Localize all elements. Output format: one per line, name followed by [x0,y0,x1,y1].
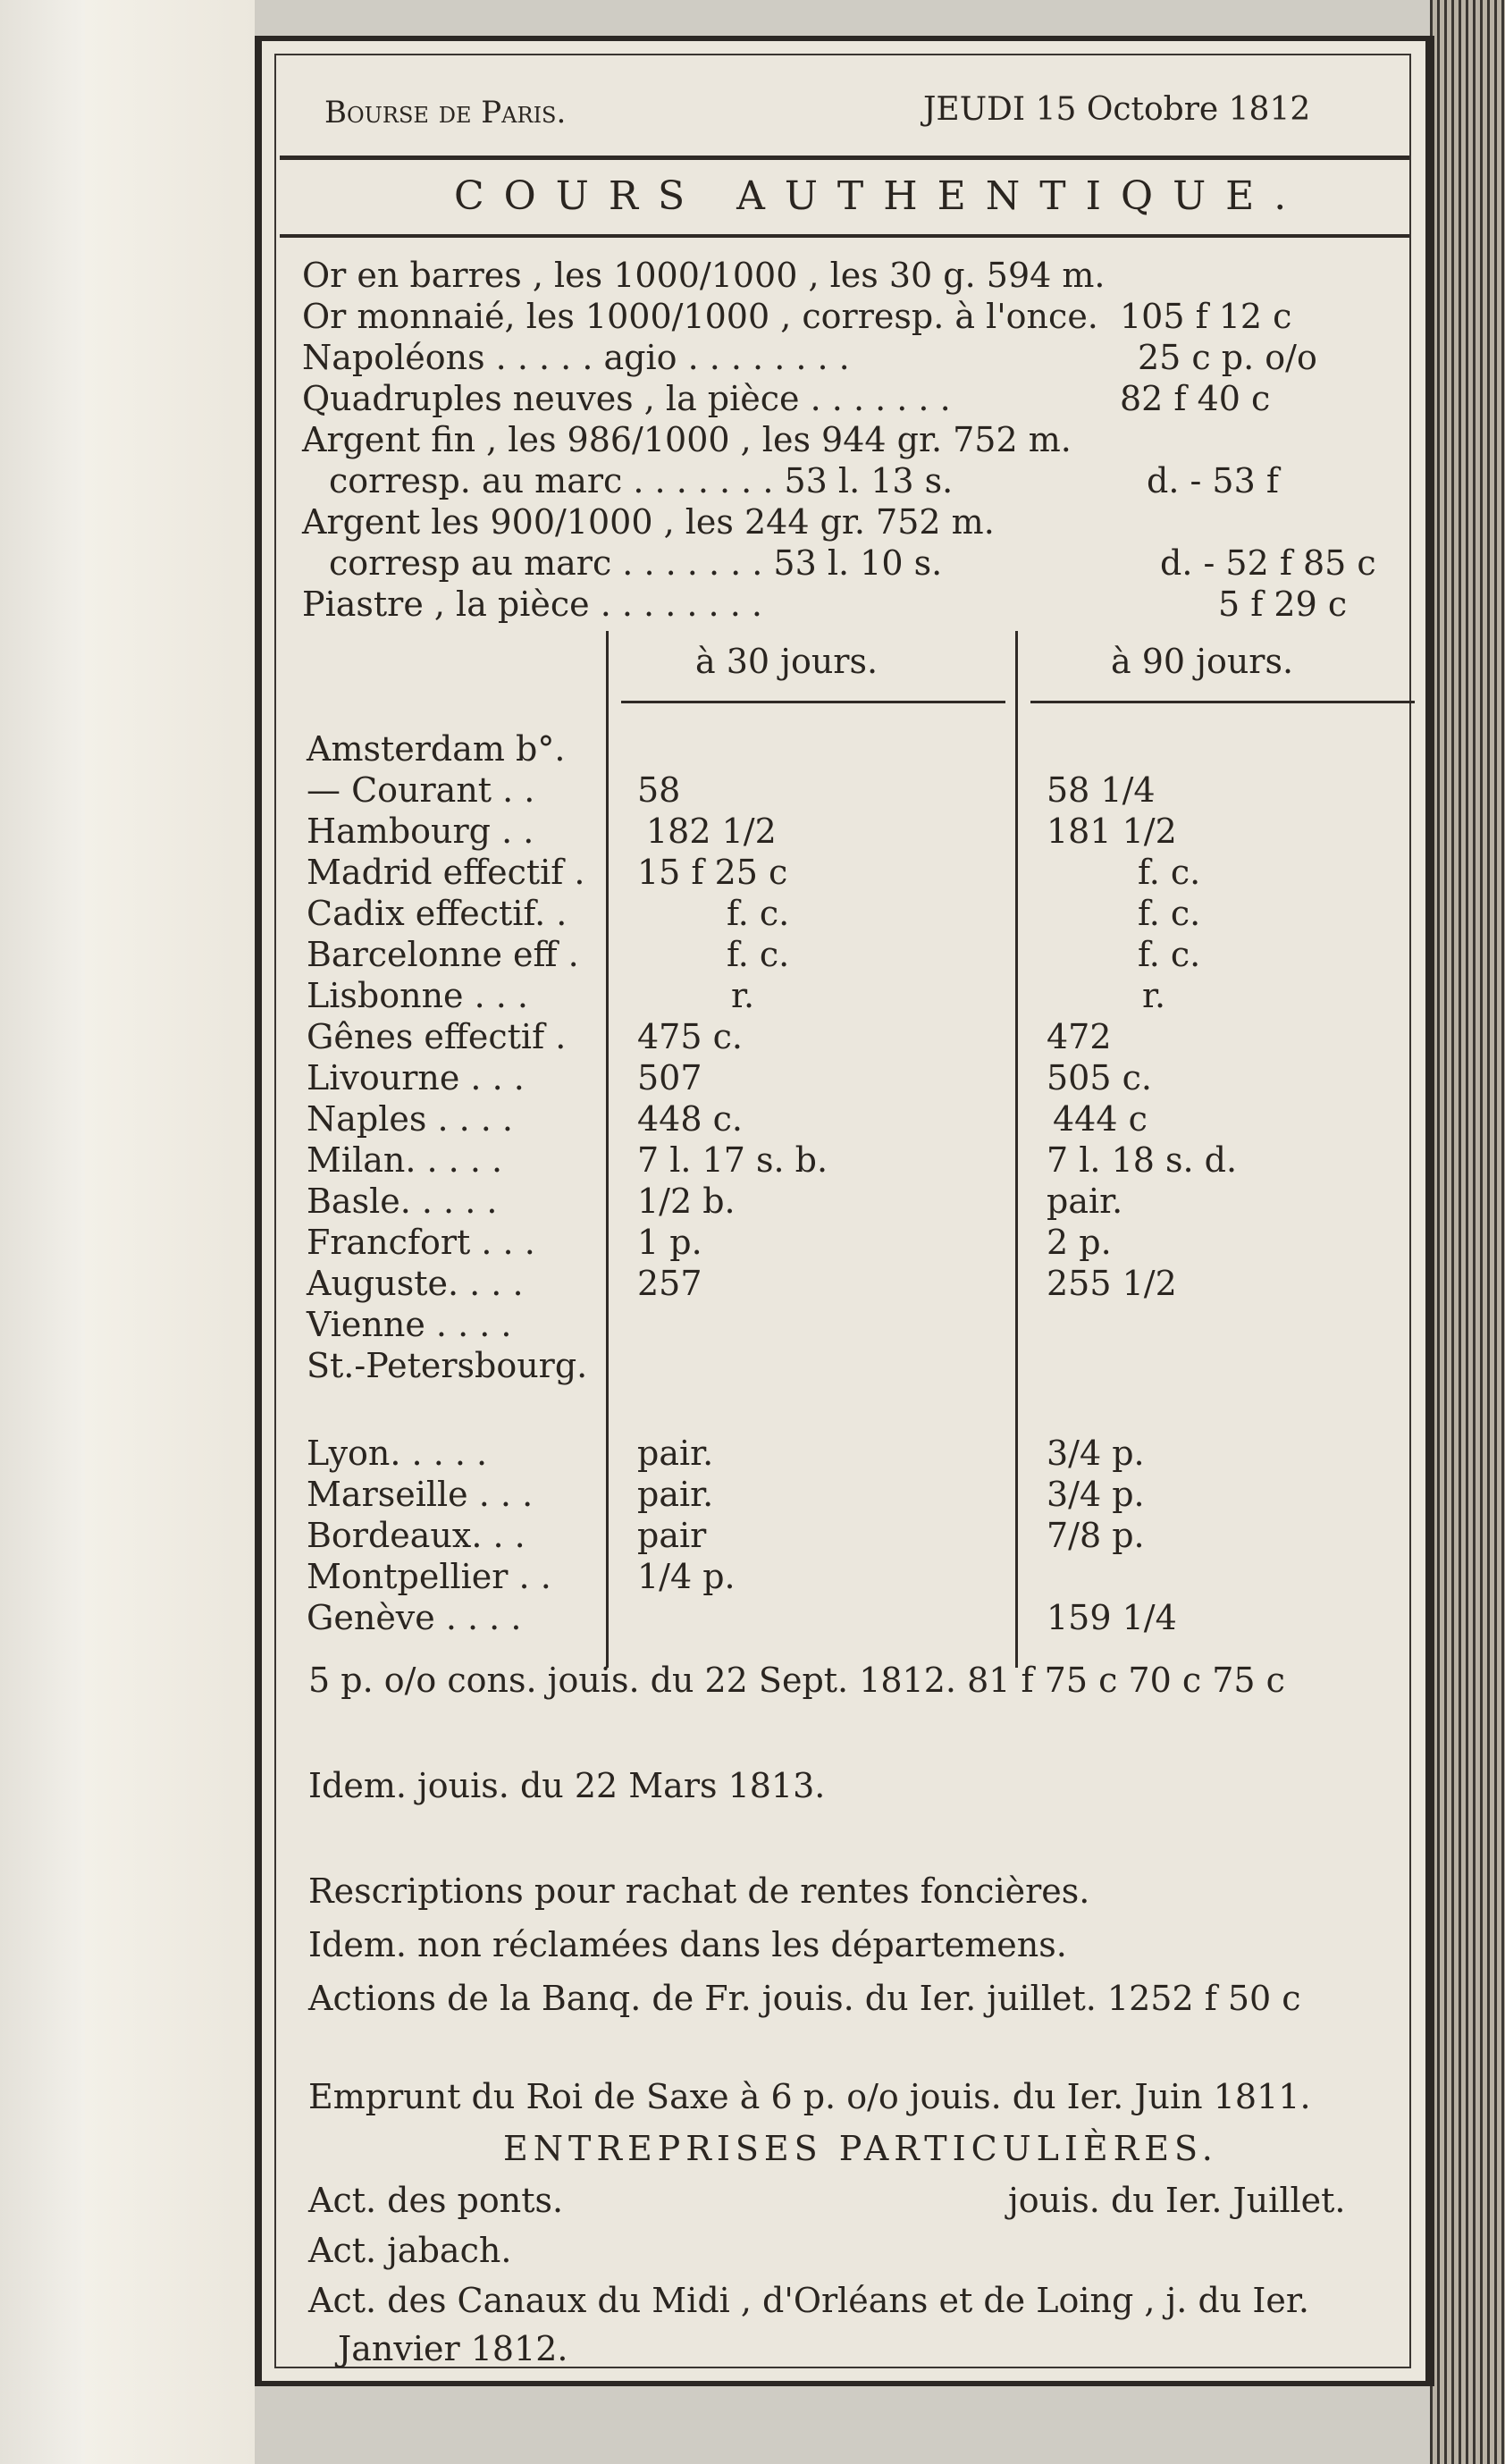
title-rule [280,234,1409,238]
exchange-90: f. c. [1138,935,1201,974]
exchange-place: — Courant . . [307,770,535,810]
metal-value: d. - 52 f 85 c [1160,543,1376,583]
exchange-90: pair. [1047,1182,1123,1221]
entreprises-canaux-1: Act. des Canaux du Midi , d'Orléans et de Loing , j. du Ier. [308,2281,1309,2320]
domestic-30: pair. [637,1434,714,1473]
exchange-place: Naples . . . . [307,1099,514,1139]
exchange-30: 448 c. [637,1099,743,1139]
entreprises-canaux-2: Janvier 1812. [338,2329,568,2368]
metal-label: Napoléons . . . . . agio . . . . . . . . [302,338,850,377]
exchange-30: 507 [637,1058,702,1097]
exchange-90: 255 1/2 [1047,1264,1177,1303]
funds-rescriptions: Rescriptions pour rachat de rentes foncières. [308,1871,1090,1911]
exchange-30: 7 l. 17 s. b. [637,1140,828,1180]
metal-label: Quadruples neuves , la pièce . . . . . . . [302,379,951,418]
col-header-30: à 30 jours. [695,642,879,681]
metal-value: d. - 53 f [1147,461,1279,500]
header-rule [280,156,1409,160]
table-divider-right [1015,631,1018,1668]
exchange-30: r. [731,976,755,1015]
funds-idem-non: Idem. non réclamées dans les départemens. [308,1925,1067,1964]
funds-idem-mars: Idem. jouis. du 22 Mars 1813. [308,1766,826,1805]
exchange-90: 58 1/4 [1047,770,1156,810]
domestic-place: Bordeaux. . . [307,1516,525,1555]
exchange-place: Amsterdam b°. [307,729,566,769]
exchange-place: Cadix effectif. . [307,894,568,933]
entreprises-ponts-value: jouis. du Ier. Juillet. [1008,2181,1346,2220]
exchange-90: 2 p. [1047,1223,1112,1262]
domestic-90: 3/4 p. [1047,1475,1145,1514]
exchange-place: Gênes effectif . [307,1017,567,1056]
exchange-90: 444 c [1053,1099,1148,1139]
exchange-place: Lisbonne . . . [307,976,529,1015]
metal-label: Or en barres , les 1000/1000 , les 30 g. 594 m. [302,256,1106,295]
col-rule-90 [1030,701,1415,703]
exchange-place: Vienne . . . . [307,1305,512,1344]
domestic-30: pair. [637,1475,714,1514]
page-title: COURS AUTHENTIQUE. [454,173,1307,219]
ledger-page [255,36,1434,2386]
exchange-30: 15 f 25 c [637,853,788,892]
metal-label: corresp. au marc . . . . . . . 53 l. 13 s. [329,461,954,500]
domestic-place: Montpellier . . [307,1557,551,1596]
exchange-place: Madrid effectif . [307,853,585,892]
exchange-90: f. c. [1138,853,1201,892]
domestic-30: 1/4 p. [637,1557,736,1596]
entreprises-jabach: Act. jabach. [308,2231,512,2270]
col-header-90: à 90 jours. [1111,642,1294,681]
header-bourse: Bourse de Paris. [324,95,567,130]
exchange-place: Milan. . . . . [307,1140,503,1180]
metal-value: 5 f 29 c [1218,584,1348,624]
col-rule-30 [621,701,1005,703]
domestic-90: 3/4 p. [1047,1434,1145,1473]
metal-label: corresp au marc . . . . . . . 53 l. 10 s. [329,543,943,583]
facing-page [85,0,255,2464]
exchange-place: Barcelonne eff . [307,935,579,974]
entreprises-title: ENTREPRISES PARTICULIÈRES. [503,2129,1218,2168]
metal-value: 82 f 40 c [1120,379,1271,418]
book-gutter [0,0,85,2464]
header-date: JEUDI 15 Octobre 1812 [923,91,1311,128]
exchange-90: f. c. [1138,894,1201,933]
exchange-30: 1 p. [637,1223,702,1262]
exchange-30: 475 c. [637,1017,743,1056]
funds-emprunt: Emprunt du Roi de Saxe à 6 p. o/o jouis. du Ier. Juin 1811. [308,2077,1311,2116]
exchange-30: 182 1/2 [646,812,777,851]
exchange-90: r. [1142,976,1166,1015]
exchange-place: Hambourg . . [307,812,534,851]
exchange-30: f. c. [727,894,790,933]
exchange-place: Francfort . . . [307,1223,535,1262]
table-divider-left [606,631,609,1668]
entreprises-ponts: Act. des ponts. [308,2181,564,2220]
metal-value: 25 c p. o/o [1138,338,1317,377]
exchange-30: f. c. [727,935,790,974]
domestic-30: pair [637,1516,707,1555]
domestic-place: Lyon. . . . . [307,1434,488,1473]
exchange-90: 181 1/2 [1047,812,1177,851]
funds-cons: 5 p. o/o cons. jouis. du 22 Sept. 1812. 81 f 75 c 70 c 75 c [308,1661,1285,1700]
exchange-90: 505 c. [1047,1058,1152,1097]
page-stack-edge [1430,0,1505,2464]
metal-label: Argent les 900/1000 , les 244 gr. 752 m. [302,502,995,542]
metal-label: Or monnaié, les 1000/1000 , corresp. à l'once. [302,297,1098,336]
metal-label: Piastre , la pièce . . . . . . . . [302,584,762,624]
domestic-place: Marseille . . . [307,1475,534,1514]
metal-label: Argent fin , les 986/1000 , les 944 gr. 752 m. [302,420,1072,459]
domestic-place: Genève . . . . [307,1598,522,1637]
exchange-place: Basle. . . . . [307,1182,498,1221]
exchange-30: 1/2 b. [637,1182,736,1221]
exchange-place: Auguste. . . . [307,1264,524,1303]
exchange-30: 257 [637,1264,702,1303]
domestic-90: 7/8 p. [1047,1516,1145,1555]
metal-value: 105 f 12 c [1120,297,1292,336]
exchange-90: 472 [1047,1017,1112,1056]
exchange-place: Livourne . . . [307,1058,525,1097]
exchange-90: 7 l. 18 s. d. [1047,1140,1238,1180]
exchange-place: St.-Petersbourg. [307,1346,588,1385]
exchange-30: 58 [637,770,681,810]
domestic-90: 159 1/4 [1047,1598,1177,1637]
funds-banque: Actions de la Banq. de Fr. jouis. du Ier. juillet. 1252 f 50 c [308,1979,1301,2018]
